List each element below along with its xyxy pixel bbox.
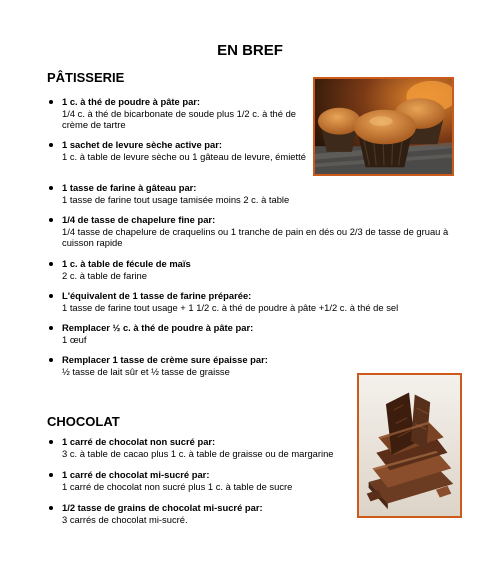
list-item (47, 322, 347, 345)
list-item (47, 214, 457, 249)
item-heading: 1 tasse de farine à gâteau par: (62, 182, 197, 193)
item-heading: 1 carré de chocolat mi-sucré par: (62, 469, 210, 480)
list-item (47, 258, 457, 281)
item-heading: 1/4 de tasse de chapelure fine par: (62, 214, 216, 225)
list-item (47, 502, 367, 525)
item-heading: Remplacer ½ c. à thé de poudre à pâte par: (62, 322, 254, 333)
list-item (47, 96, 307, 131)
item-text: 2 c. à table de farine (62, 269, 147, 281)
item-text: 1 tasse de farine tout usage tamisée moins 2 c. à table (62, 193, 290, 205)
item-text: 1 carré de chocolat non sucré plus 1 c. à table de sucre (62, 480, 293, 492)
list-item (47, 139, 307, 162)
item-heading: 1 sachet de levure sèche active par: (62, 139, 222, 150)
item-heading: 1 c. à thé de poudre à pâte par: (62, 96, 201, 107)
item-text: 3 c. à table de cacao plus 1 c. à table de graisse ou de margarine (62, 447, 334, 459)
item-text: 1/4 tasse de chapelure de craquelins ou 1 tranche de pain en dés ou 2/3 de tasse de gruau à cuisson rapide (62, 225, 449, 248)
section-title-patisserie: PÂTISSERIE (47, 70, 125, 85)
muffins-photo (313, 77, 454, 176)
item-heading: 1/2 tasse de grains de chocolat mi-sucré par: (62, 502, 263, 513)
item-heading: 1 c. à table de fécule de maïs (62, 258, 191, 269)
item-text: 1/4 c. à thé de bicarbonate de soude plus 1/2 c. à thé de crème de tartre (62, 107, 297, 130)
item-text: 1 c. à table de levure sèche ou 1 gâteau de levure, émietté (62, 150, 306, 162)
list-item (47, 469, 367, 492)
item-text: ½ tasse de lait sûr et ½ tasse de graisse (62, 365, 230, 377)
item-heading: Remplacer 1 tasse de crème sure épaisse par: (62, 354, 268, 365)
list-item (47, 290, 457, 313)
list-item (47, 182, 317, 205)
item-text: 1 tasse de farine tout usage + 1 1/2 c. à thé de poudre à pâte +1/2 c. à thé de sel (62, 301, 399, 313)
list-item (47, 436, 367, 459)
item-heading: 1 carré de chocolat non sucré par: (62, 436, 216, 447)
list-item (47, 354, 347, 377)
section-title-chocolat: CHOCOLAT (47, 414, 120, 429)
item-heading: L'équivalent de 1 tasse de farine préparée: (62, 290, 252, 301)
item-text: 3 carrés de chocolat mi-sucré. (62, 513, 188, 525)
chocolate-bars-photo (357, 373, 462, 518)
page-title: EN BREF (217, 42, 283, 59)
item-text: 1 œuf (62, 333, 87, 345)
